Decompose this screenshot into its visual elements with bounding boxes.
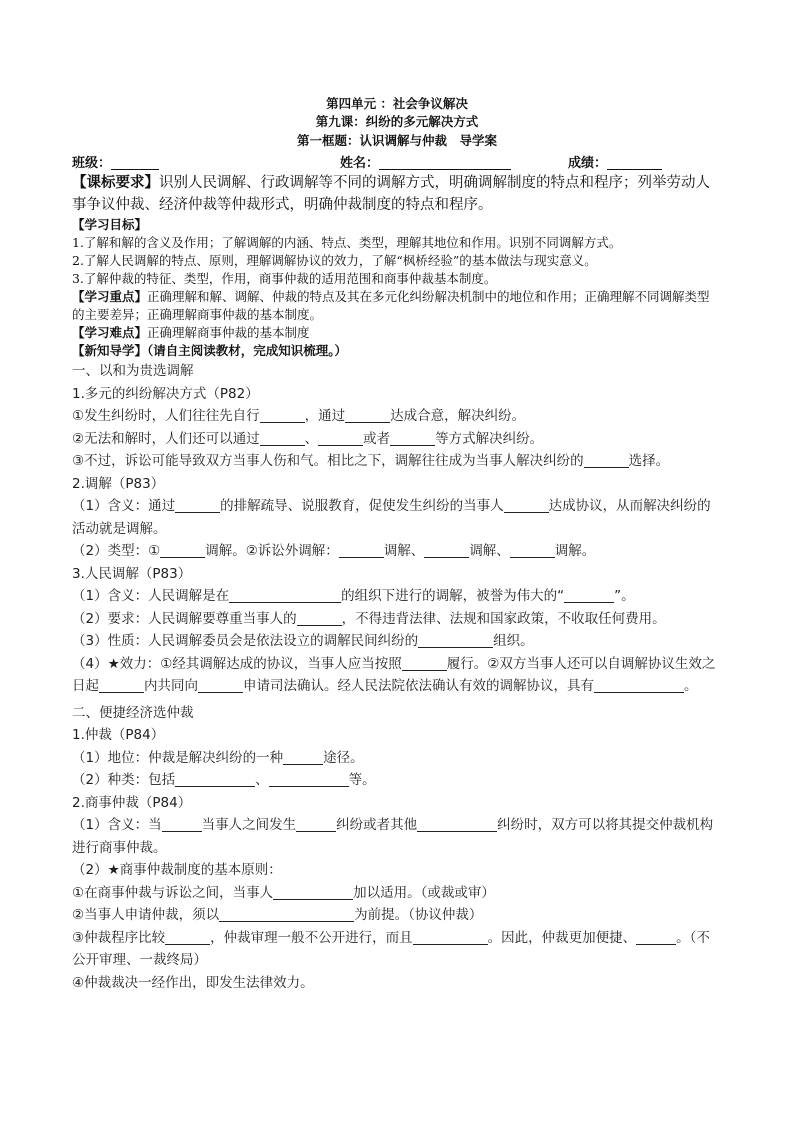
- fill-blank[interactable]: [318, 430, 363, 446]
- text: （2）类型：①: [72, 543, 161, 559]
- guide-block: [72, 342, 722, 360]
- text: （2）要求：人民调解要尊重当事人的: [72, 610, 297, 627]
- text: 等方式解决纠纷。: [435, 430, 544, 447]
- text: 调解。②诉讼外调解：: [205, 543, 339, 559]
- s2-2-title: 2.商事仲裁（P84）: [72, 794, 192, 811]
- fill-blank[interactable]: [260, 430, 305, 446]
- fill-line: [72, 630, 722, 653]
- fill-blank[interactable]: [390, 430, 435, 446]
- fill-blank[interactable]: [418, 632, 493, 648]
- text: （3）性质：人民调解委员会是依法设立的调解民间纠纷的: [72, 633, 419, 649]
- fill-blank[interactable]: [162, 816, 202, 832]
- fill-blank[interactable]: [402, 655, 447, 671]
- text: 的组织下进行的调解，被誉为伟大的“: [341, 588, 565, 604]
- text: ③仲裁程序比较: [72, 929, 166, 946]
- requirements-block: [72, 172, 722, 216]
- goal-item: 3.了解仲裁的特征、类型，作用，商事仲裁的适用范围和商事仲裁基本制度。: [72, 271, 497, 286]
- text: ①发生纠纷时，人们往往先自行: [72, 408, 260, 424]
- fill-line: [72, 927, 722, 972]
- name-field[interactable]: [340, 152, 511, 171]
- text: ①在商事仲裁与诉讼之间，当事人: [72, 884, 274, 901]
- text: 调解、: [469, 543, 510, 559]
- guide-text: （请自主阅读教材，完成知识梳理。）: [147, 343, 348, 358]
- fill-line: [72, 540, 722, 563]
- fill-blank[interactable]: [260, 407, 305, 423]
- section-1-heading: 一、以和为贵选调解: [72, 363, 194, 379]
- s2-1-title: 1.仲裁（P84）: [72, 727, 165, 743]
- fill-blank[interactable]: [283, 749, 323, 765]
- requirements-text: 识别人民调解、行政调解等不同的调解方式，明确调解制度的特点和程序；列举劳动人事争议仲裁、经济仲裁等仲裁形式，明确仲裁制度的特点和程序。: [72, 175, 710, 213]
- text: 、: [255, 772, 269, 788]
- fill-blank[interactable]: [297, 610, 342, 626]
- text: 纠纷或者其他: [336, 817, 418, 833]
- section-2: [72, 702, 722, 995]
- requirements-label: 【课标要求】: [72, 174, 159, 191]
- text: 。（不公开审理、一裁终局）: [72, 929, 710, 968]
- text: ，不得违背法律、法规和国家政策，不收取任何费用。: [341, 610, 666, 627]
- text: ②当事人申请仲裁，须以: [72, 907, 220, 923]
- fill-line: [72, 450, 722, 473]
- text: 达成协议，从而解决纠纷的活动就是调解。: [72, 498, 711, 537]
- student-info-row: [72, 152, 732, 172]
- fill-blank[interactable]: [175, 771, 255, 787]
- text: 途径。: [323, 749, 364, 766]
- fill-line: ④仲裁裁决一经作出，即发生法律效力。: [72, 974, 314, 991]
- worksheet-content: [72, 172, 722, 994]
- text: 、: [304, 430, 319, 447]
- lesson-title: 第九课：纠纷的多元解决方式: [315, 114, 479, 129]
- fill-blank[interactable]: [296, 816, 336, 832]
- s1-3-title: 3.人民调解（P83）: [72, 565, 192, 582]
- fill-line: [72, 882, 722, 905]
- frame-title: 第一框题：认识调解与仲裁 导学案: [296, 133, 497, 148]
- fill-blank[interactable]: [636, 929, 676, 945]
- text: （1）地位：仲裁是解决纠纷的一种: [72, 749, 284, 766]
- unit-title: 第四单元 ：社会争议解决: [326, 96, 468, 111]
- text: ”。: [614, 588, 635, 604]
- text: 当事人之间发生: [201, 817, 297, 833]
- section-1: [72, 360, 722, 698]
- focus-text: 正确理解和解、调解、仲裁的特点及其在多元化纠纷解决机制中的地位和作用；正确理解不同调解类型的主要差异；正确理解商事仲裁的基本制度。: [72, 289, 710, 322]
- text: 申请司法确认。经人民法院依法确认有效的调解协议，具有: [243, 678, 594, 694]
- fill-blank[interactable]: [269, 771, 349, 787]
- difficulty-label: 【学习难点】: [72, 325, 148, 340]
- text: （4）★效力：①经其调解达成的协议，当事人应当按照: [72, 655, 402, 672]
- text: （2）种类：包括: [72, 772, 176, 788]
- text: 选择。: [628, 453, 670, 469]
- text: 的排解疏导、说服教育，促使发生纠纷的当事人: [220, 498, 504, 514]
- fill-blank[interactable]: [417, 816, 497, 832]
- s1-2-title: 2.调解（P83）: [72, 475, 165, 492]
- text: ，通过: [304, 408, 346, 424]
- fill-line: [72, 428, 722, 451]
- text: ②无法和解时，人们还可以通过: [72, 430, 260, 447]
- fill-blank[interactable]: [345, 407, 390, 423]
- fill-line: [72, 814, 722, 859]
- score-blank[interactable]: [607, 155, 662, 170]
- fill-blank[interactable]: [510, 542, 555, 558]
- class-blank[interactable]: [111, 155, 159, 170]
- fill-line: [72, 904, 722, 927]
- text: 达成合意，解决纠纷。: [390, 408, 526, 424]
- text: 纠纷时，双方可以将其提交仲裁机构进行商事仲裁。: [72, 817, 714, 856]
- text: 组织。: [493, 633, 534, 649]
- fill-blank[interactable]: [175, 497, 220, 513]
- section-2-heading: 二、便捷经济选仲裁: [72, 704, 194, 721]
- text: 调解、: [383, 543, 425, 559]
- fill-line: [72, 769, 722, 792]
- class-label: 班级：: [72, 156, 112, 171]
- fill-line: [72, 405, 722, 428]
- name-blank[interactable]: [379, 155, 511, 170]
- fill-blank[interactable]: [229, 587, 341, 603]
- fill-blank[interactable]: [198, 677, 243, 693]
- text: 履行。②双方当事人还可以自调解协议生效之日起: [72, 655, 716, 694]
- s1-1-title: 1.多元的纠纷解决方式（P82）: [72, 385, 259, 402]
- difficulty-text: 正确理解商事仲裁的基本制度: [147, 325, 310, 340]
- goal-item: 1.了解和解的含义及作用；了解调解的内涵、特点、类型，理解其地位和作用。识别不同调解方式。: [72, 235, 622, 250]
- fill-blank[interactable]: [424, 542, 469, 558]
- text: ，仲裁审理一般不公开进行，而且: [210, 929, 413, 946]
- fill-blank[interactable]: [273, 884, 353, 900]
- fill-blank[interactable]: [339, 542, 384, 558]
- guide-label: 【新知导学】: [72, 343, 148, 358]
- fill-line: （2）★商事仲裁制度的基本原则：: [72, 862, 282, 878]
- difficulty-block: [72, 324, 722, 342]
- fill-blank[interactable]: [584, 452, 629, 468]
- fill-line: [72, 608, 722, 631]
- fill-blank[interactable]: [413, 929, 488, 945]
- fill-line: [72, 653, 722, 698]
- fill-blank[interactable]: [594, 677, 684, 693]
- text: 。因此，仲裁更加便捷、: [487, 929, 637, 946]
- fill-blank[interactable]: [564, 587, 614, 603]
- goal-item: 2.了解人民调解的特点、原则，理解调解协议的效力，了解“枫桥经验”的基本做法与现实意义。: [72, 253, 597, 268]
- text: 内共同向: [144, 678, 198, 694]
- fill-blank[interactable]: [165, 929, 210, 945]
- text: 或者: [363, 430, 391, 447]
- text: 为前提。（协议仲裁）: [354, 907, 483, 923]
- focus-label: 【学习重点】: [72, 289, 148, 304]
- fill-blank[interactable]: [219, 906, 354, 922]
- fill-blank[interactable]: [99, 677, 144, 693]
- text: （1）含义：通过: [72, 498, 176, 514]
- fill-line: [72, 747, 722, 770]
- goals-label: 【学习目标】: [72, 217, 148, 232]
- name-label: 姓名：: [340, 156, 380, 171]
- score-field[interactable]: [568, 152, 662, 171]
- text: 等。: [348, 772, 376, 788]
- text: ③不过，诉讼可能导致双方当事人伤和气。相比之下，调解往往成为当事人解决纠纷的: [72, 453, 584, 469]
- text: 。: [684, 678, 698, 694]
- score-label: 成绩：: [568, 156, 608, 171]
- fill-blank[interactable]: [160, 542, 205, 558]
- fill-line: [72, 585, 722, 608]
- text: 加以适用。（或裁或审）: [353, 884, 495, 901]
- class-field[interactable]: [72, 152, 159, 171]
- fill-blank[interactable]: [504, 497, 549, 513]
- text: 调解。: [554, 543, 596, 559]
- focus-block: [72, 288, 722, 324]
- fill-line: [72, 495, 722, 540]
- text: （1）含义：人民调解是在: [72, 588, 230, 604]
- text: （1）含义：当: [72, 817, 162, 833]
